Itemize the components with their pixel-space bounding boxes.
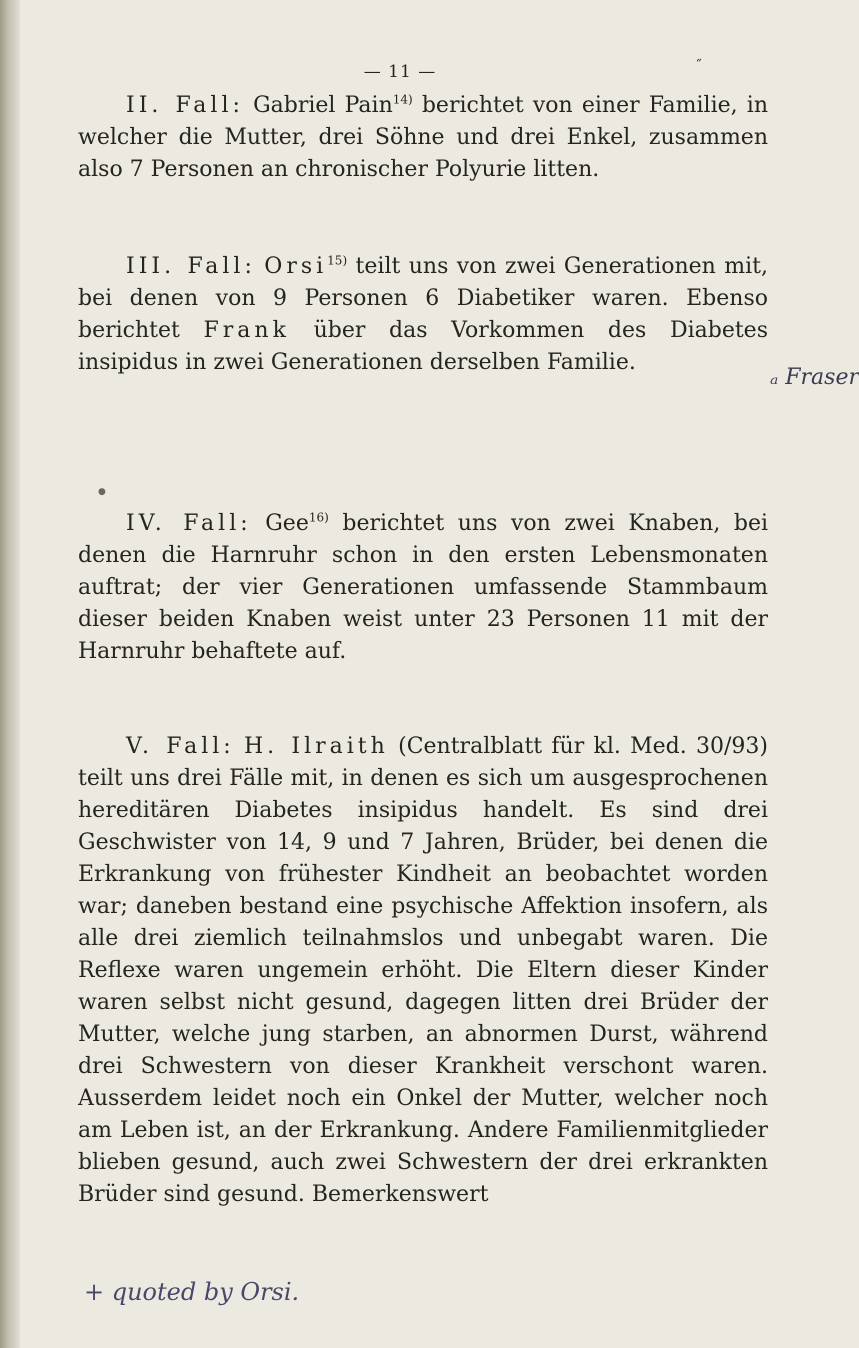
case-text: teilt uns von zwei Generationen mit, bei denen von 9 Personen 6 Diabetiker waren. Ebenso berichtet — [78, 254, 768, 343]
case-author: Orsi — [264, 254, 328, 279]
page-number: — 11 — — [363, 62, 437, 82]
footnote-ref: 15) — [327, 253, 348, 268]
ink-dot: ● — [98, 487, 106, 497]
footnote-ref: 14) — [392, 92, 413, 107]
case-author: Gee — [265, 511, 309, 536]
case-2-paragraph — [78, 90, 768, 186]
handwritten-margin-note: ₐ Fraser — [770, 365, 859, 390]
case-text: berichtet von einer Familie, in welcher die Mutter, drei Söhne und drei Enkel, zusammen also 7 Personen an chronischer Polyurie litten. — [78, 93, 768, 182]
case-4-paragraph — [78, 508, 768, 668]
case-text: (Centralblatt für kl. Med. 30/93) teilt uns drei Fälle mit, in denen es sich um ausgesprochenen hereditären Diabetes insipidus handelt. Es sind drei Geschwister von 14, 9 und 7 Jahren, Brüder, bei denen die Erkrankung von frühester Kindheit an beobachtet worden war; daneben bestand eine psychische Affektion insofern, als alle drei ziemlich teilnahmslos und unbegabt waren. Die Reflexe waren ungemein erhöht. Die Eltern dieser Kinder waren selbst nicht gesund, dagegen litten drei Brüder der Mutter, welche jung starben, an abnormen Durst, während drei Schwestern von dieser Krankheit verschont waren. Ausserdem leidet noch ein Onkel der Mutter, welcher noch am Leben ist, an der Erkrankung. Andere Familienmitglieder blieben gesund, auch zwei Schwestern der drei erkrankten Brüder sind gesund. Bemerkenswert — [78, 734, 769, 1207]
case-author: H. Ilraith — [243, 734, 389, 759]
book-spine-shadow — [0, 0, 20, 1348]
footnote-ref: 16) — [308, 510, 329, 525]
case-text: berichtet uns von zwei Knaben, bei denen die Harnruhr schon in den ersten Lebensmonaten auftrat; der vier Generationen umfassende Stammbaum dieser beiden Knaben weist unter 23 Personen 11 mit der Harnruhr behaftete auf. — [78, 511, 769, 664]
case-text-continued: über das Vorkommen des Diabetes insipidus in zwei Generationen derselben Familie. — [78, 318, 768, 375]
case-label: III. Fall: — [126, 254, 256, 279]
case-author: Gabriel Pain — [253, 93, 393, 118]
case-5-paragraph — [78, 731, 768, 1211]
case-author-2: Frank — [203, 318, 290, 343]
ink-tick-mark: ˝ — [695, 58, 702, 74]
case-label: IV. Fall: — [126, 511, 252, 536]
case-3-paragraph — [78, 251, 768, 379]
case-label: V. Fall: — [126, 734, 235, 759]
handwritten-footer-note: + quoted by Orsi. — [84, 1278, 300, 1306]
case-label: II. Fall: — [126, 93, 244, 118]
